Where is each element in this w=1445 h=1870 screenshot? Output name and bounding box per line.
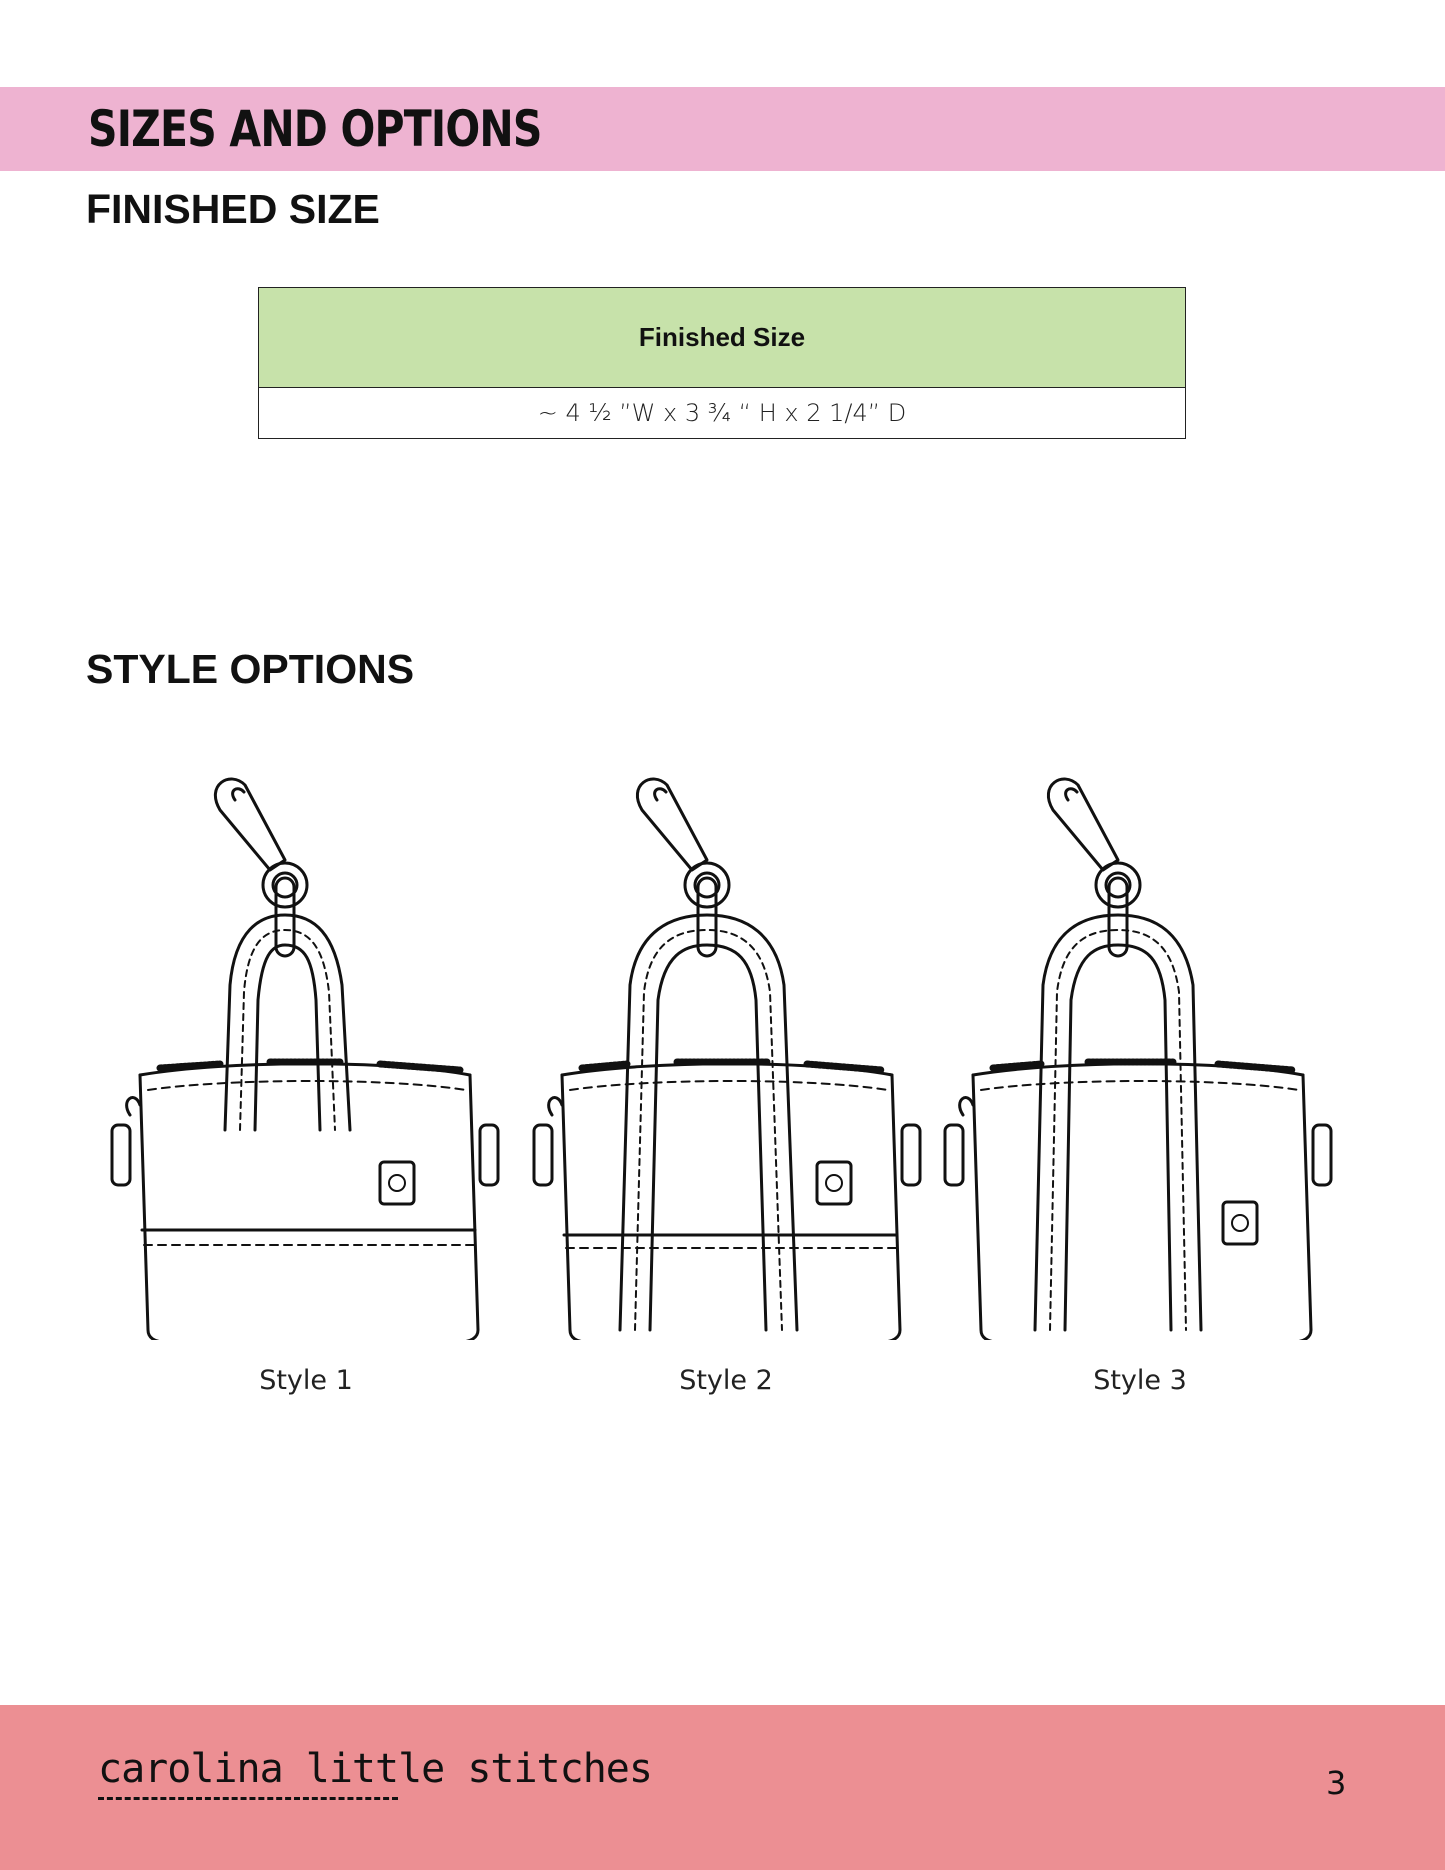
finished-size-table <box>258 287 1186 439</box>
page-number: 3 <box>1326 1764 1347 1802</box>
style-options-heading: STYLE OPTIONS <box>86 646 415 692</box>
bag-style-2-drawing <box>532 770 932 1340</box>
bag-illustration-style-2 <box>532 770 932 1340</box>
style-2-label: Style 2 <box>679 1365 773 1396</box>
brand-underline <box>98 1797 398 1800</box>
table-value-cell: ~ 4 ½ ”W x 3 ¾ “ H x 2 1/4” D <box>537 399 907 427</box>
finished-size-heading: FINISHED SIZE <box>86 186 380 232</box>
bag-style-1-drawing <box>110 770 510 1340</box>
bag-style-3-drawing <box>943 770 1343 1340</box>
bag-illustration-style-3 <box>943 770 1343 1340</box>
brand-logo-text: carolina little stitches <box>98 1746 652 1792</box>
bag-illustration-style-1 <box>110 770 510 1340</box>
page-title: SIZES AND OPTIONS <box>88 100 542 158</box>
style-3-label: Style 3 <box>1093 1365 1187 1396</box>
table-header-cell: Finished Size <box>259 288 1185 388</box>
style-1-label: Style 1 <box>259 1365 353 1396</box>
